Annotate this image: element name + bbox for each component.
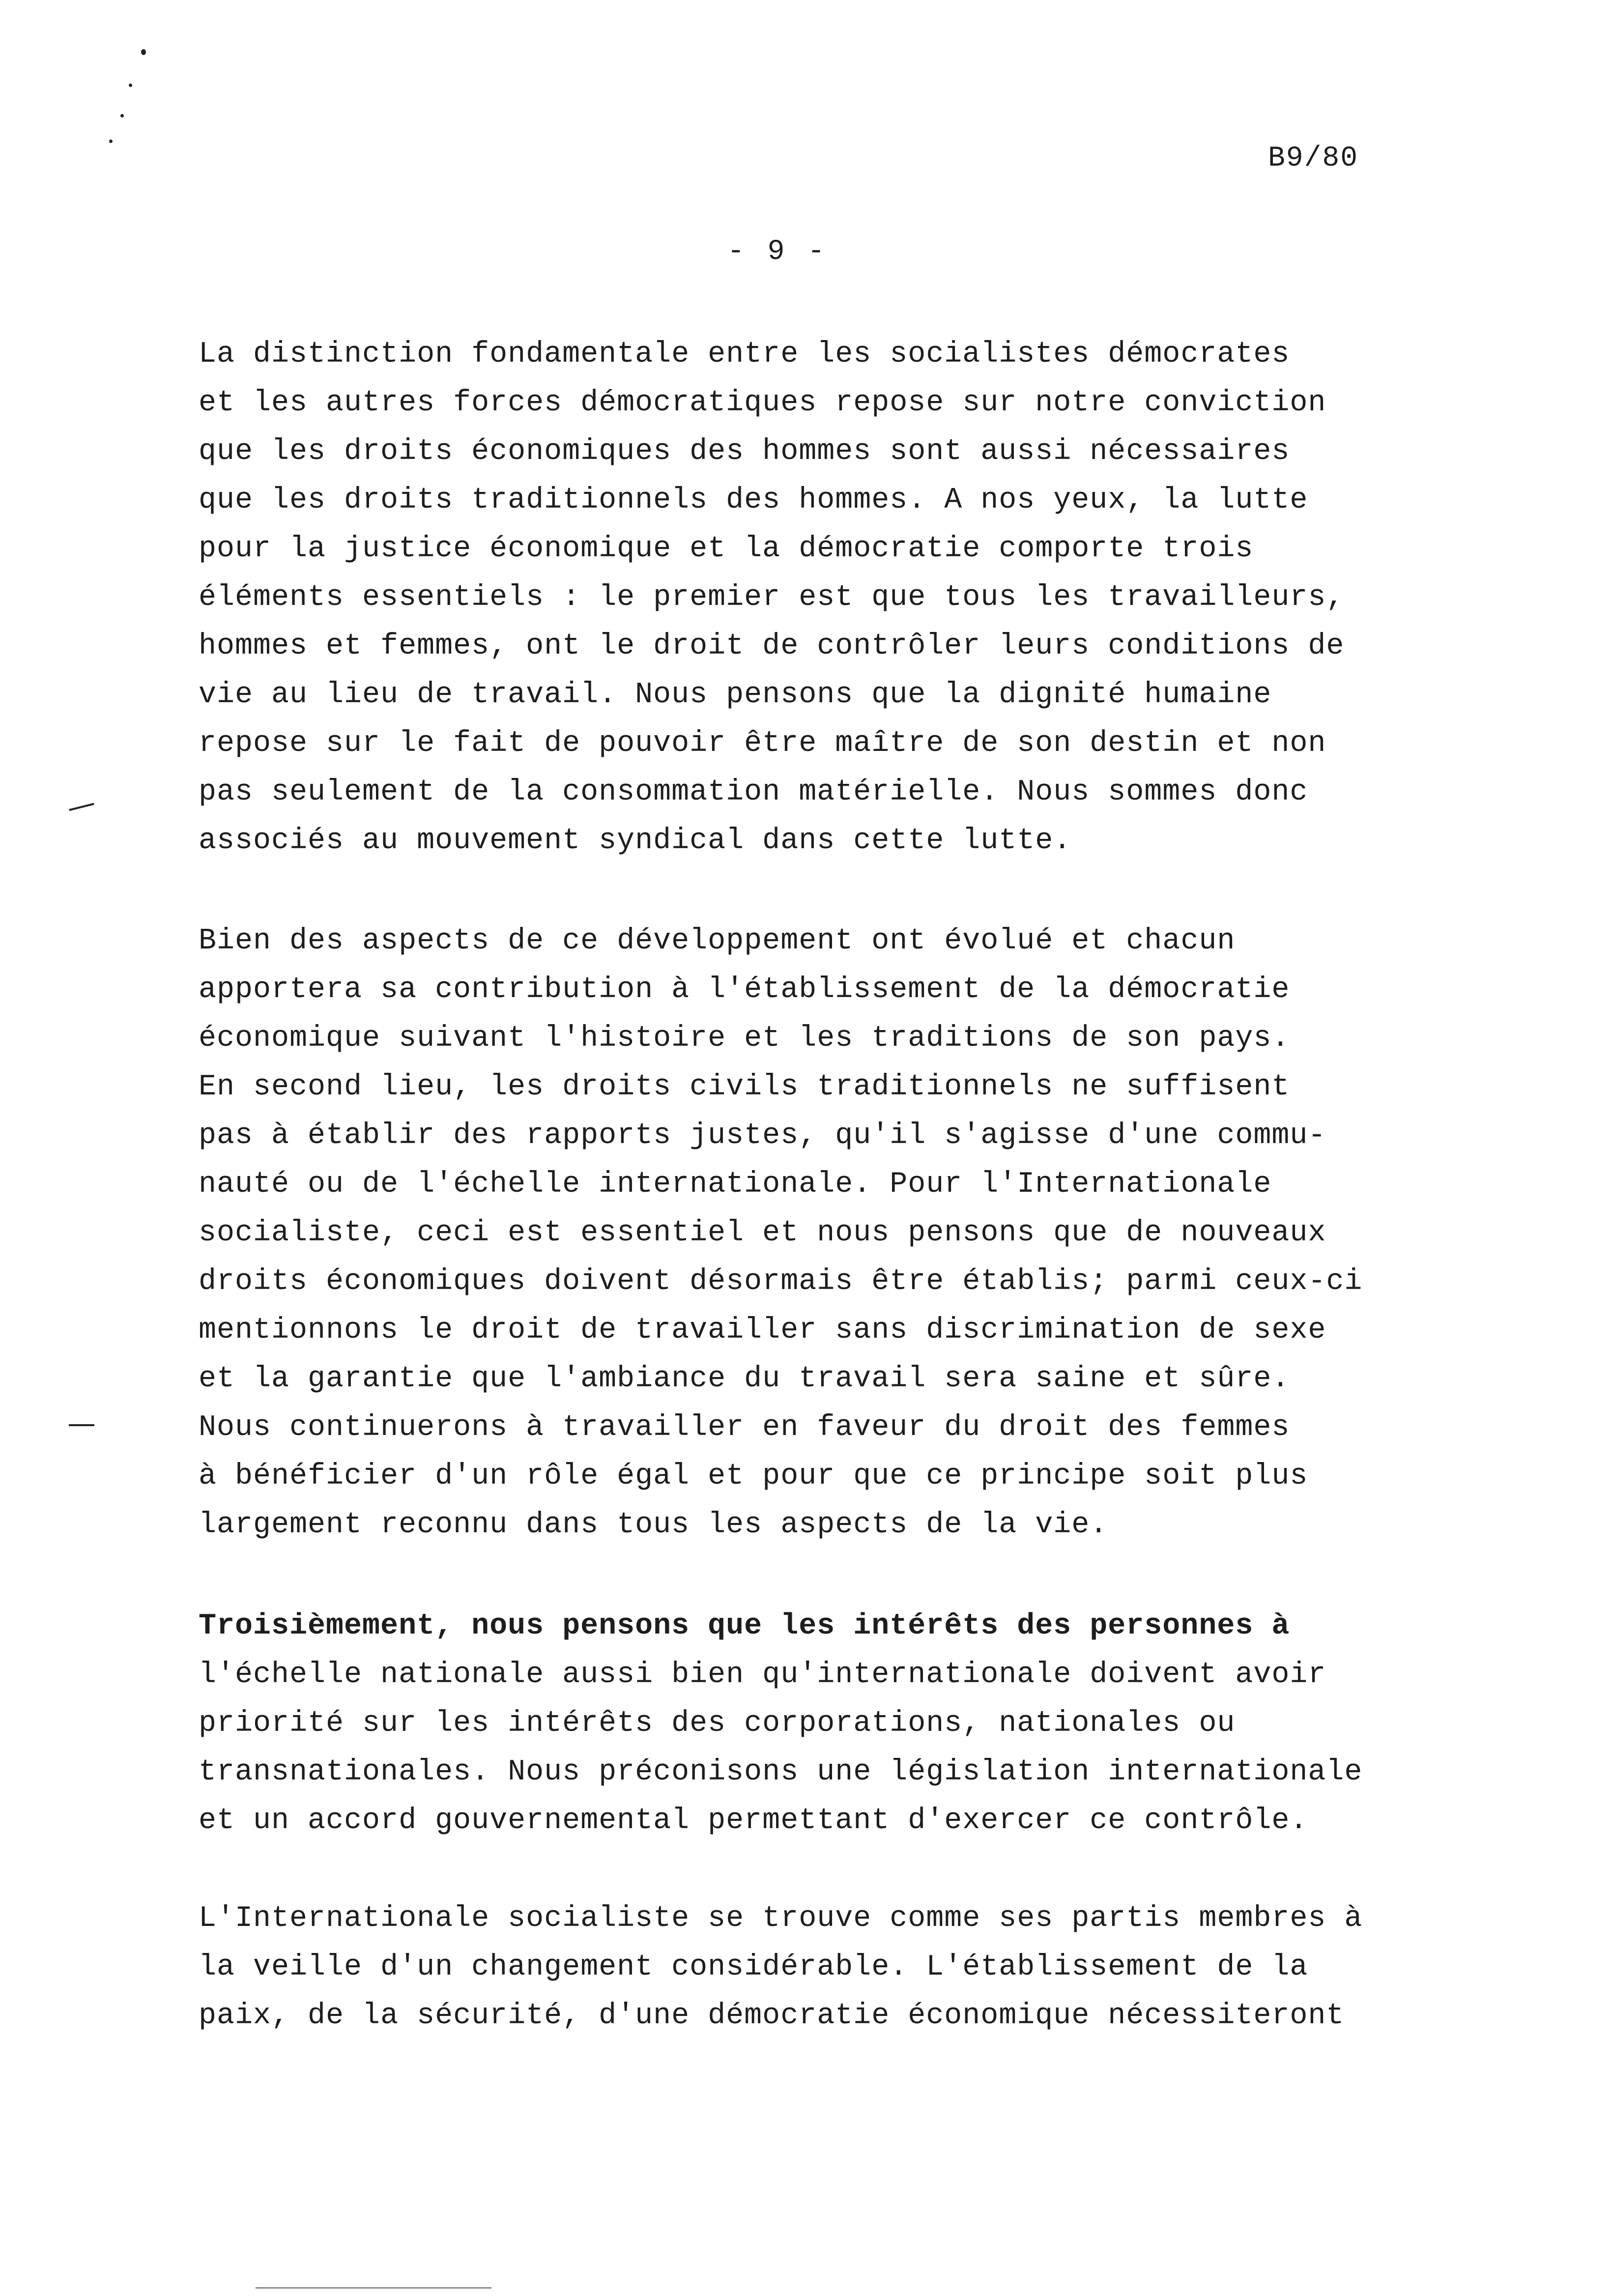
text-line: et la garantie que l'ambiance du travail sera saine et sûre. — [199, 1362, 1290, 1396]
text-line: pas à établir des rapports justes, qu'il s'agisse d'une commu- — [199, 1119, 1326, 1152]
text-line: économique suivant l'histoire et les traditions de son pays. — [199, 1022, 1290, 1055]
text-line: nauté ou de l'échelle internationale. Pour l'Internationale — [199, 1168, 1272, 1201]
document-reference: B9/80 — [1268, 143, 1359, 174]
paragraph-lead: Troisièmement, nous pensons que les intérêts des personnes à — [199, 1609, 1290, 1643]
page-number: - 9 - — [727, 236, 828, 268]
text-line: La distinction fondamentale entre les socialistes démocrates — [199, 338, 1290, 371]
paragraph — [199, 1602, 1476, 1845]
text-line: En second lieu, les droits civils traditionnels ne suffisent — [199, 1070, 1290, 1104]
margin-dot — [109, 140, 113, 143]
margin-dot — [120, 114, 124, 117]
text-line: Bien des aspects de ce développement ont évolué et chacun — [199, 924, 1236, 958]
bottom-rule — [256, 2287, 491, 2289]
margin-dot — [129, 84, 132, 87]
text-line: à bénéficier d'un rôle égal et pour que ce principe soit plus — [199, 1460, 1308, 1493]
text-line: paix, de la sécurité, d'une démocratie économique nécessiteront — [199, 1999, 1345, 2033]
paragraph — [199, 1894, 1476, 2040]
text-line: que les droits traditionnels des hommes. A nos yeux, la lutte — [199, 484, 1308, 517]
text-line: pas seulement de la consommation matérielle. Nous sommes donc — [199, 775, 1308, 809]
text-line: transnationales. Nous préconisons une législation internationale — [199, 1755, 1363, 1789]
text-line: Nous continuerons à travailler en faveur du droit des femmes — [199, 1411, 1290, 1444]
margin-dot — [141, 49, 146, 55]
text-line: priorité sur les intérêts des corporations, nationales ou — [199, 1707, 1236, 1740]
text-line: associés au mouvement syndical dans cette lutte. — [199, 824, 1072, 858]
text-line: hommes et femmes, ont le droit de contrôler leurs conditions de — [199, 630, 1345, 663]
text-line: et les autres forces démocratiques repose sur notre conviction — [199, 386, 1326, 420]
text-line: largement reconnu dans tous les aspects de la vie. — [199, 1508, 1108, 1542]
text-line: L'Internationale socialiste se trouve comme ses partis membres à — [199, 1902, 1363, 1935]
paragraph — [199, 917, 1476, 1550]
text-line: socialiste, ceci est essentiel et nous pensons que de nouveaux — [199, 1216, 1326, 1250]
text-line: apportera sa contribution à l'établissement de la démocratie — [199, 973, 1290, 1006]
text-line: la veille d'un changement considérable. L'établissement de la — [199, 1951, 1308, 1984]
text-line: vie au lieu de travail. Nous pensons que la dignité humaine — [199, 678, 1272, 712]
text-line: l'échelle nationale aussi bien qu'internationale doivent avoir — [199, 1658, 1326, 1692]
text-line: droits économiques doivent désormais être établis; parmi ceux-ci — [199, 1265, 1363, 1298]
margin-dash — [69, 803, 94, 811]
text-line: éléments essentiels : le premier est que tous les travailleurs, — [199, 581, 1345, 614]
text-line: mentionnons le droit de travailler sans discrimination de sexe — [199, 1314, 1326, 1347]
text-line: que les droits économiques des hommes sont aussi nécessaires — [199, 435, 1290, 468]
paragraph — [199, 330, 1476, 865]
text-line: repose sur le fait de pouvoir être maître de son destin et non — [199, 727, 1326, 760]
text-line: pour la justice économique et la démocratie comporte trois — [199, 532, 1254, 566]
margin-dash — [69, 1424, 94, 1426]
text-line: et un accord gouvernemental permettant d'exercer ce contrôle. — [199, 1804, 1308, 1837]
